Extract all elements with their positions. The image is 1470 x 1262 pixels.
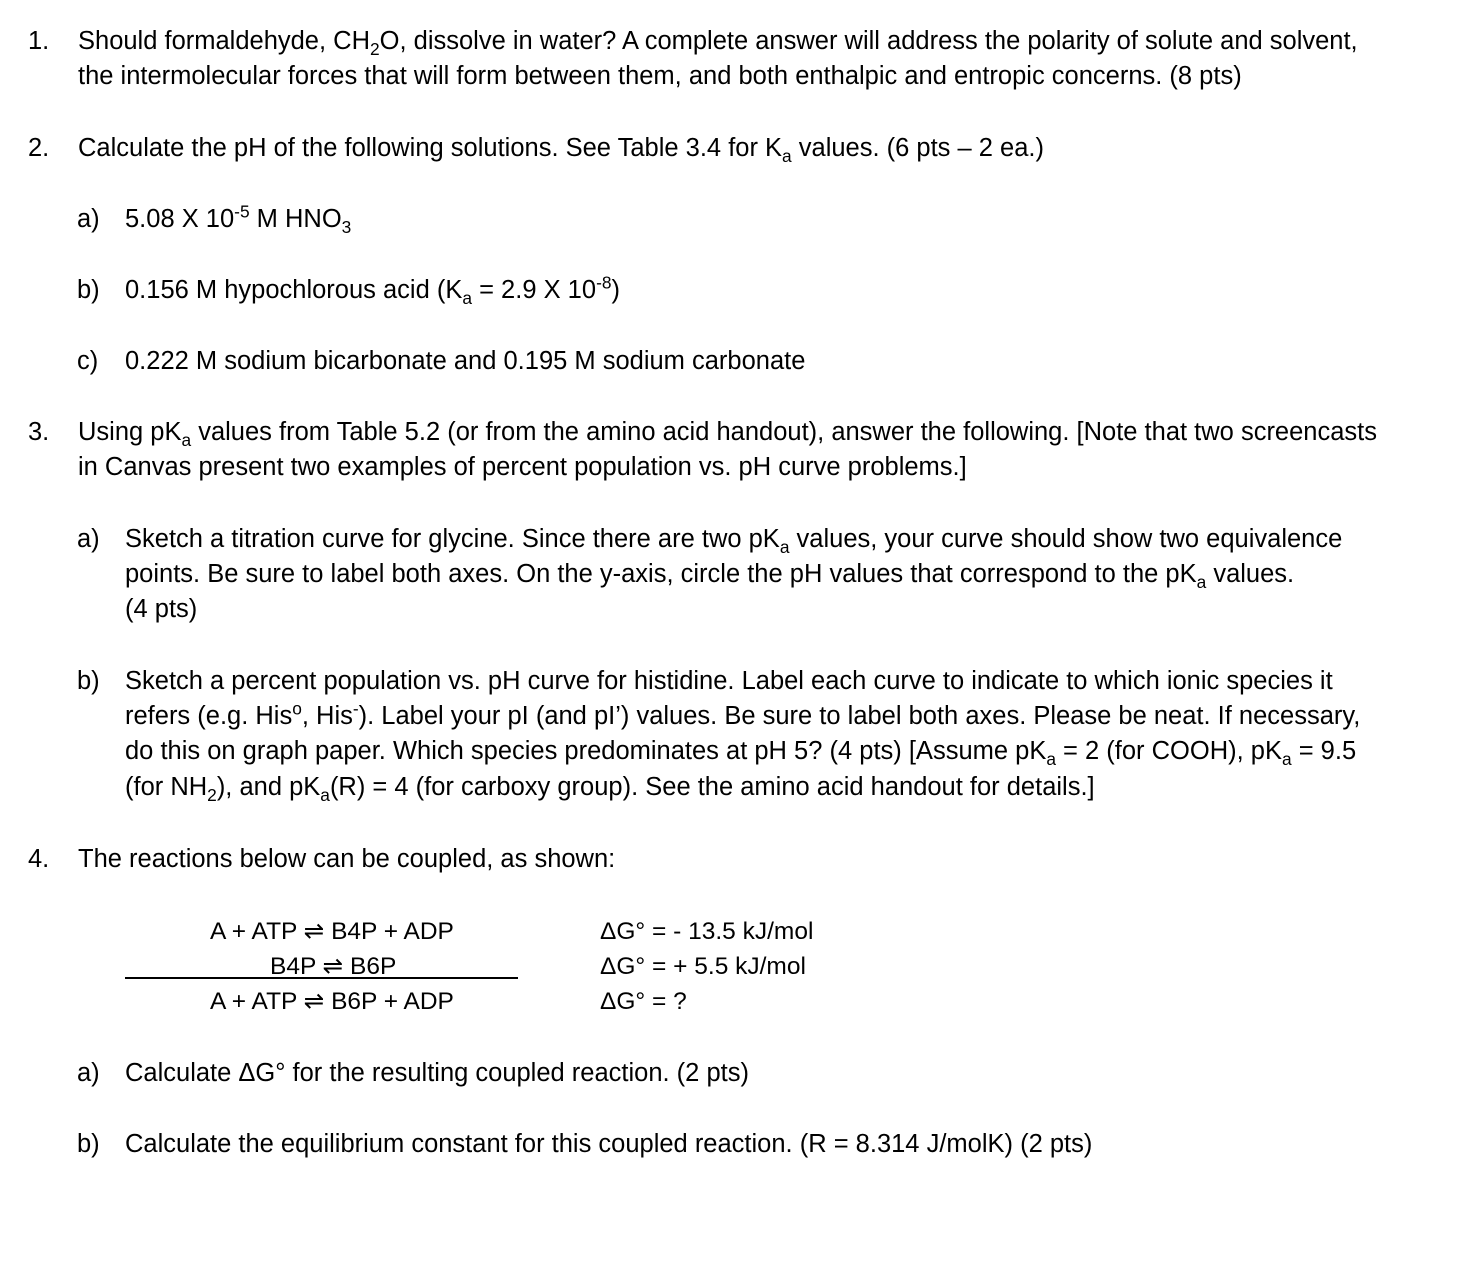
reaction-delta-g: ΔG° = - 13.5 kJ/mol <box>600 918 814 945</box>
text-line: Using $pK_a$ values from Table 5.2 (or from the amino acid handout), answer the following. [Note that two screencasts <box>78 418 1377 451</box>
part-label: a) <box>77 1059 100 1087</box>
text-line: do this on graph paper. Which species predominates at pH 5? (4 pts) [Assume $pK_a = 2$ (for COOH), $pK_a = 9.5$ <box>125 737 1357 770</box>
text-line: refers (e.g. His$^o$, His-). Label your pI (and pI’) values. Be sure to label both axes. Please be neat. If necessary, <box>125 698 1361 731</box>
question-number: 3. <box>28 418 50 446</box>
part-label: a) <box>77 205 100 233</box>
part-text <box>125 522 1342 628</box>
reaction-equation: A + ATP ⇌ B4P + ADP <box>210 918 454 945</box>
text-line: points. Be sure to label both axes. On the y-axis, circle the pH values that correspond to the $pK_a$ values. <box>125 560 1295 593</box>
question-text <box>78 131 1044 166</box>
part-text: Calculate ΔG° for the resulting coupled reaction. (2 pts) <box>125 1059 749 1087</box>
part-text: 0.156 M hypochlorous acid ($K_a = 2.9$ X $10^{-8}$) <box>125 272 620 309</box>
question-number: 2. <box>28 134 50 162</box>
part-text: 0.222 M sodium bicarbonate and 0.195 M sodium carbonate <box>125 347 806 375</box>
reaction-equation: A + ATP ⇌ B6P + ADP <box>210 988 454 1015</box>
question-text <box>78 415 1377 485</box>
text-line: (for $NH_2$), and $pK_a(R) = 4$ (for carboxy group). See the amino acid handout for details.] <box>125 772 1095 805</box>
text-line: the intermolecular forces that will form between them, and both enthalpic and entropic concerns. (8 pts) <box>78 62 1242 91</box>
text-line: Should formaldehyde, $CH_2O$, dissolve in water? A complete answer will address the polarity of solute and solvent, <box>78 27 1358 60</box>
text-line: Calculate the pH of the following solutions. See Table 3.4 for $K_a$ values. (6 pts – 2 ea.) <box>78 134 1044 167</box>
part-text: 5.08 X $10^{-5}$ M $HNO_3$ <box>125 201 352 238</box>
text-line: Sketch a percent population vs. pH curve for histidine. Label each curve to indicate to which ionic species it <box>125 667 1333 695</box>
part-label: a) <box>77 525 100 553</box>
text-line: (4 pts) <box>125 595 198 624</box>
question-number: 4. <box>28 845 50 873</box>
question-number: 1. <box>28 27 50 55</box>
part-text <box>125 664 1360 805</box>
reaction-equation: B4P ⇌ B6P <box>270 953 397 980</box>
part-label: b) <box>77 667 100 695</box>
text-line: Sketch a titration curve for glycine. Since there are two $pK_a$ values, your curve should show two equivalence <box>125 525 1343 558</box>
reaction-delta-g: ΔG° = ? <box>600 988 687 1015</box>
question-text: The reactions below can be coupled, as shown: <box>78 845 616 873</box>
part-label: b) <box>77 1130 100 1158</box>
text-line: in Canvas present two examples of percent population vs. pH curve problems.] <box>78 453 967 482</box>
part-text: Calculate the equilibrium constant for this coupled reaction. (R = 8.314 J/molK) (2 pts) <box>125 1130 1093 1158</box>
question-text <box>78 24 1358 94</box>
reaction-delta-g: ΔG° = + 5.5 kJ/mol <box>600 953 806 980</box>
part-label: c) <box>77 347 99 375</box>
part-label: b) <box>77 276 100 304</box>
sum-divider-line <box>125 977 518 979</box>
